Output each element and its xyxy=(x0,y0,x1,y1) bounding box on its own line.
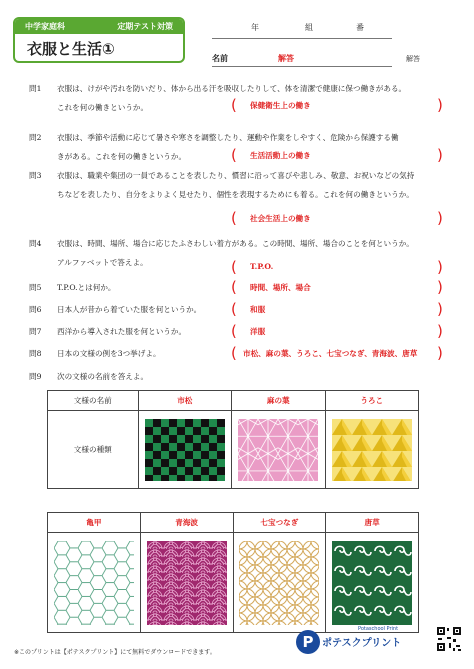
potaschool-logo xyxy=(296,626,430,656)
answer-paren-open: ( xyxy=(231,344,237,362)
pattern-name-shippo: 七宝つなぎ xyxy=(233,513,326,533)
question-text-line: きがある。これを何の働きというか。 xyxy=(57,152,187,161)
question-number: 問8 xyxy=(29,349,42,358)
answer-paren-close: ) xyxy=(437,96,443,114)
pattern-cell-karakusa xyxy=(326,533,419,633)
pattern-name-seigaiha: 青海波 xyxy=(140,513,233,533)
answer-paren-open: ( xyxy=(231,300,237,318)
question-text-line: 日本の文様の例を3つ挙げよ。 xyxy=(57,349,161,358)
karakusa-pattern-image xyxy=(332,541,412,625)
pattern-name-karakusa: 唐草 xyxy=(326,513,419,533)
number-label: 番 xyxy=(356,23,364,32)
pattern-name-asanoha: 麻の葉 xyxy=(232,391,325,411)
answer-paren-close: ) xyxy=(437,209,443,227)
question-text-line: 衣服は、職業や集団の一員であることを表したり、慣習に沿って喜びや悲しみ、敬意、お祝いなどの気持 xyxy=(57,171,415,180)
answer-badge: 解答 xyxy=(406,55,420,63)
logo-letter-icon: P xyxy=(296,630,320,654)
answer-paren-close: ) xyxy=(437,322,443,340)
answer-text: 市松、麻の葉、うろこ、七宝つなぎ、青海波、唐草 xyxy=(243,349,418,358)
answer-text: 生活活動上の働き xyxy=(250,151,311,160)
question-number: 問9 xyxy=(29,372,42,381)
question-text-line: アルファベットで答えよ。 xyxy=(57,258,148,267)
year-class-underline xyxy=(212,38,392,39)
pattern-cell-kikko xyxy=(48,533,141,633)
table-header-label: 文様の名前 xyxy=(48,391,139,411)
class-label: 組 xyxy=(305,23,313,32)
pattern-name-ichimatsu: 市松 xyxy=(138,391,231,411)
question-text-line: これを何の働きというか。 xyxy=(57,103,149,112)
question-number: 問7 xyxy=(29,327,42,336)
question-number: 問1 xyxy=(29,84,42,93)
answer-paren-open: ( xyxy=(231,278,237,296)
qr-code-icon xyxy=(436,626,462,652)
answer-text: 保健衛生上の働き xyxy=(250,101,311,110)
pattern-name-uroko: うろこ xyxy=(325,391,419,411)
uroko-pattern-image xyxy=(332,419,412,481)
pattern-cell-seigaiha xyxy=(140,533,233,633)
question-text-line: 次の文様の名前を答えよ。 xyxy=(57,372,149,381)
answer-paren-close: ) xyxy=(437,344,443,362)
answer-paren-close: ) xyxy=(437,278,443,296)
question-number: 問5 xyxy=(29,283,42,292)
question-number: 問4 xyxy=(29,239,42,248)
answer-paren-close: ) xyxy=(437,258,443,276)
subject-category: 中学家庭科 xyxy=(25,22,65,31)
page-title: 衣服と生活① xyxy=(27,40,115,58)
answer-paren-open: ( xyxy=(231,209,237,227)
name-label: 名前 xyxy=(212,54,228,63)
answer-text: 洋服 xyxy=(250,327,266,336)
test-type: 定期テスト対策 xyxy=(117,22,173,31)
logo-title: ポテスクプリント xyxy=(322,638,402,649)
name-value: 解答 xyxy=(278,54,294,63)
title-box xyxy=(13,17,185,63)
table-row-label: 文様の種類 xyxy=(48,411,139,489)
answer-text: T.P.O. xyxy=(250,262,274,271)
footer-note: ※このプリントは【ポテスクプリント】にて無料でダウンロードできます。 xyxy=(14,649,216,656)
ichimatsu-pattern-image xyxy=(145,419,225,481)
logo-subtitle: Potaschool Print xyxy=(358,626,399,632)
pattern-cell-asanoha xyxy=(232,411,325,489)
question-text-line: ちなどを表したり、自分をよりよく見せたり、個性を表現するためにも着る。これを何の働きというか。 xyxy=(57,190,414,199)
pattern-cell-ichimatsu xyxy=(138,411,231,489)
question-text-line: 衣服は、季節や活動に応じて暑さや寒さを調整したり、運動や作業をしやすく、危険から保護する働 xyxy=(57,133,399,142)
question-text-line: T.P.O.とは何か。 xyxy=(57,283,116,292)
answer-paren-open: ( xyxy=(231,146,237,164)
answer-paren-close: ) xyxy=(437,146,443,164)
pattern-name-kikko: 亀甲 xyxy=(48,513,141,533)
name-underline xyxy=(212,66,392,67)
answer-text: 社会生活上の働き xyxy=(250,214,311,223)
year-label: 年 xyxy=(251,23,259,32)
question-text-line: 日本人が昔から着ていた服を何というか。 xyxy=(57,305,202,314)
shippo-pattern-image xyxy=(239,541,319,625)
asanoha-pattern-image xyxy=(238,419,318,481)
answer-text: 和服 xyxy=(250,305,266,314)
answer-paren-open: ( xyxy=(231,258,237,276)
answer-paren-open: ( xyxy=(231,96,237,114)
question-text-line: 衣服は、時間、場所、場合に応じたふさわしい着方がある。この時間、場所、場合のことを何というか。 xyxy=(57,239,414,248)
answer-text: 時間、場所、場合 xyxy=(250,283,311,292)
pattern-table-1 xyxy=(47,390,419,489)
answer-paren-close: ) xyxy=(437,300,443,318)
question-number: 問3 xyxy=(29,171,42,180)
answer-paren-open: ( xyxy=(231,322,237,340)
kikko-pattern-image xyxy=(54,541,134,625)
question-text-line: 西洋から導入された服を何というか。 xyxy=(57,327,187,336)
question-number: 問6 xyxy=(29,305,42,314)
pattern-cell-uroko xyxy=(325,411,419,489)
seigaiha-pattern-image xyxy=(147,541,227,625)
question-text-line: 衣服は、けがや汚れを防いだり、体から出る汗を吸収したりして、体を清潔で健康に保つ働きがある。 xyxy=(57,84,407,93)
title-box-banner xyxy=(15,19,183,34)
pattern-table-2 xyxy=(47,512,419,633)
question-number: 問2 xyxy=(29,133,42,142)
pattern-cell-shippo xyxy=(233,533,326,633)
